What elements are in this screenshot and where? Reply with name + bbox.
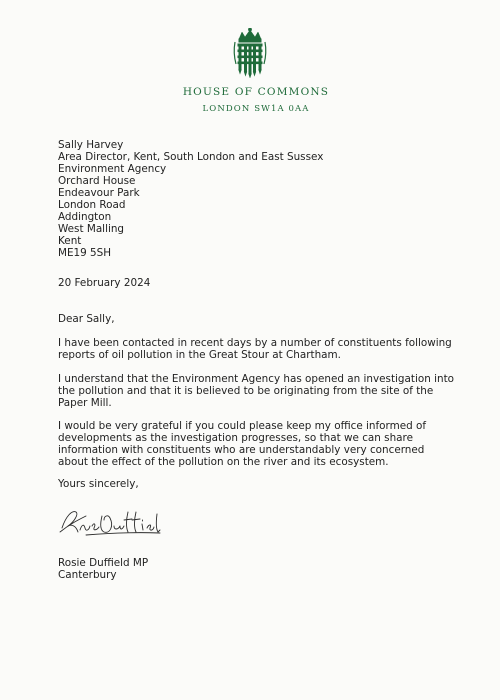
recipient-address-line: West Malling — [58, 223, 125, 235]
recipient-address-line: Kent — [58, 235, 82, 247]
recipient-address-line: Endeavour Park — [58, 187, 140, 199]
recipient-address — [58, 139, 458, 259]
letterhead-institution: HOUSE OF COMMONS — [182, 86, 330, 98]
letter-date: 20 February 2024 — [58, 277, 151, 289]
recipient-address-line: London Road — [58, 199, 126, 211]
signer-name: Rosie Duffield MP — [58, 557, 149, 569]
recipient-postcode: ME19 5SH — [58, 247, 112, 259]
body-paragraph: I understand that the Environment Agency has opened an investigation into the pollution and that it is believed to be originating from the site of the Paper Mill. — [58, 373, 455, 409]
body-paragraph: I have been contacted in recent days by a number of constituents following reports of oil pollution in the Great Stour at Chartham. — [58, 337, 452, 361]
recipient-title: Area Director, Kent, South London and East Sussex — [58, 151, 324, 163]
portcullis-icon — [230, 28, 270, 78]
recipient-address-line: Orchard House — [58, 175, 136, 187]
recipient-address-line: Addington — [58, 211, 112, 223]
body-paragraph: I would be very grateful if you could please keep my office informed of developments as the investigation progresses, so that we can share information with constituents who are understandably very concerned about the effect of the pollution on the river and its ecosystem. — [58, 420, 427, 468]
recipient-organisation: Environment Agency — [58, 163, 167, 175]
signer-constituency: Canterbury — [58, 569, 117, 581]
handwritten-signature — [56, 502, 166, 542]
letterhead-address: LONDON SW1A 0AA — [202, 104, 310, 114]
recipient-name: Sally Harvey — [58, 139, 124, 151]
salutation: Dear Sally, — [58, 313, 115, 325]
closing: Yours sincerely, — [58, 478, 139, 490]
